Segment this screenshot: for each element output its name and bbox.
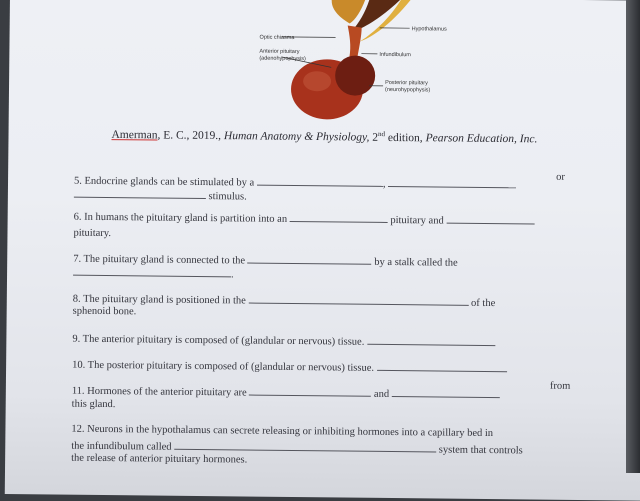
q8-blank[interactable] [248, 293, 468, 306]
citation-author: Amerman [111, 129, 157, 141]
question-6: 6. In humans the pituitary gland is partition into an pituitary and [74, 209, 535, 230]
question-12-line-3: the release of anterior pituitary hormones. [71, 452, 247, 468]
question-5: 5. Endocrine glands can be stimulated by a , [74, 173, 516, 194]
q12-blank[interactable] [174, 439, 436, 453]
question-9: 9. The anterior pituitary is composed of (glandular or nervous) tissue. [72, 331, 495, 351]
question-12: 12. Neurons in the hypothalamus can secrete releasing or inhibiting hormones into a capillary bed in [71, 423, 493, 441]
question-8-line-2: sphenoid bone. [73, 305, 137, 320]
q6-blank-2[interactable] [446, 213, 534, 225]
label-posterior-pituitary: Posterior pituitary [385, 80, 428, 86]
label-anterior-pituitary: Anterior pituitary [259, 49, 299, 55]
monitor-bezel-edge [626, 0, 640, 473]
citation-rest: , E. C., 2019., [157, 129, 221, 142]
q11-blank-2[interactable] [392, 386, 500, 398]
citation [111, 127, 631, 146]
label-infundibulum: Infundibulum [379, 52, 411, 58]
q7-blank-2[interactable] [73, 265, 231, 278]
q9-blank[interactable] [367, 334, 495, 346]
infundibulum-stalk [347, 26, 361, 58]
question-11-line-2: this gland. [72, 398, 116, 412]
q5-or: or [556, 172, 565, 183]
q5-blank-1[interactable] [257, 175, 383, 187]
label-optic-chiasma: Optic chiasma [260, 35, 296, 41]
q7-blank-1[interactable] [248, 253, 372, 265]
q5-blank-3[interactable] [74, 187, 206, 199]
question-12-line-2: the infundibulum called system that controls [71, 438, 523, 459]
label-neurohypophysis: (neurohypophysis) [385, 87, 430, 93]
q11-blank-1[interactable] [249, 385, 371, 397]
pituitary-gland-figure [9, 0, 640, 131]
citation-title: Human Anatomy & Physiology, [224, 130, 370, 144]
question-6-line-2: pituitary. [73, 227, 111, 241]
label-hypothalamus: Hypothalamus [412, 26, 447, 32]
label-adenohypophysis: (adenohypophysis) [259, 56, 306, 62]
q10-blank[interactable] [377, 360, 507, 372]
q5-blank-2[interactable] [388, 176, 516, 188]
question-7-line-2: . [73, 265, 234, 283]
citation-publisher: Pearson Education, Inc. [426, 132, 538, 145]
question-7: 7. The pituitary gland is connected to the by a stalk called the [73, 251, 458, 271]
question-5-line-2: stimulus. [74, 187, 247, 205]
q6-blank-1[interactable] [290, 211, 388, 223]
question-8: 8. The pituitary gland is positioned in the of the [73, 291, 496, 311]
question-10: 10. The posterior pituitary is composed of (glandular or nervous) tissue. [72, 357, 507, 378]
q11-from: from [550, 381, 571, 392]
citation-edition: 2nd edition, [372, 132, 423, 145]
worksheet-page [5, 0, 640, 501]
question-11: 11. Hormones of the anterior pituitary are and [72, 383, 500, 403]
